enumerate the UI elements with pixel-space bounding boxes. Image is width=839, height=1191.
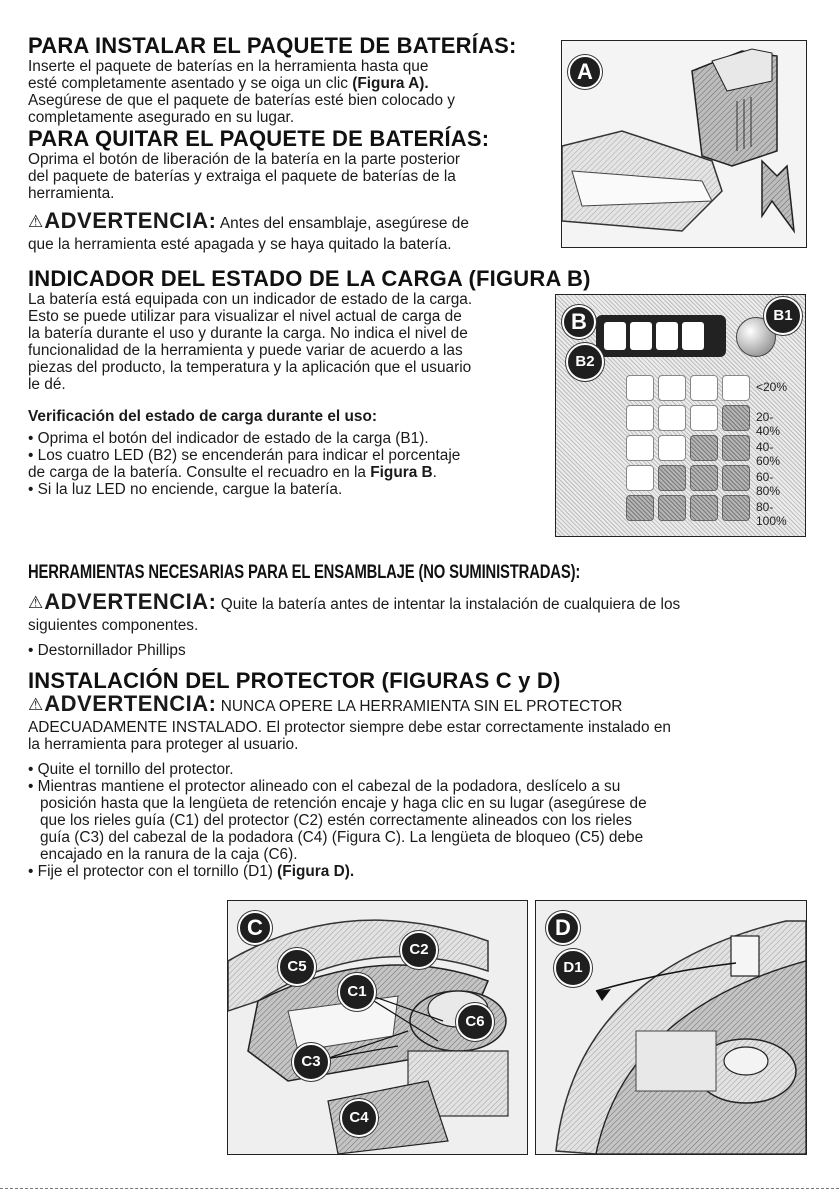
legend-led xyxy=(658,435,686,461)
c3-badge: C3 xyxy=(292,1043,330,1081)
page-bottom-rule xyxy=(0,1188,839,1189)
figure-d-badge: D xyxy=(546,911,580,945)
led-panel xyxy=(596,315,726,357)
text-span: NUNCA OPERE LA HERRAMIENTA SIN EL PROTECTOR xyxy=(216,698,623,715)
list-item-cont: guía (C3) del cabezal de la podadora (C4) (Figura C). La lengüeta de bloqueo (C5) debe xyxy=(40,829,644,846)
legend-led xyxy=(658,405,686,431)
tools-warning xyxy=(28,590,818,659)
legend-percent-label: <20% xyxy=(756,380,788,394)
c2-badge: C2 xyxy=(400,931,438,969)
legend-led xyxy=(722,465,750,491)
warning-line xyxy=(28,692,818,719)
legend-led xyxy=(690,405,718,431)
figure-d xyxy=(535,900,807,1155)
warning-line xyxy=(28,590,818,617)
text-line: siguientes componentes. xyxy=(28,617,199,634)
list-item-cont: que los rieles guía (C1) del protector (C2) estén correctamente alineados con los rieles xyxy=(40,812,632,829)
legend-percent-label: 40-60% xyxy=(756,440,781,468)
install-battery-title: PARA INSTALAR EL PAQUETE DE BATERÍAS: xyxy=(28,33,517,58)
led xyxy=(604,322,626,350)
figure-b-badge: B xyxy=(562,305,596,339)
charge-indicator-text xyxy=(28,291,558,393)
list-item xyxy=(28,464,558,481)
text-span: • Fije el protector con el tornillo (D1) xyxy=(28,863,278,880)
list-item: • Si la luz LED no enciende, cargue la batería. xyxy=(28,481,343,498)
charge-legend xyxy=(626,375,796,530)
warning-triangle-icon: ⚠ xyxy=(28,212,44,231)
guard-install-text xyxy=(28,692,818,880)
b2-badge: B2 xyxy=(566,343,604,381)
b1-badge: B1 xyxy=(764,297,802,335)
figure-ref: (Figura A). xyxy=(352,75,429,92)
figure-ref: (Figura D). xyxy=(277,863,355,880)
led xyxy=(630,322,652,350)
warning-word: ADVERTENCIA: xyxy=(44,589,217,614)
list-item-cont: posición hasta que la lengüeta de retención encaje y haga clic en su lugar (asegúrese de xyxy=(40,795,647,812)
list-item: • Los cuatro LED (B2) se encenderán para indicar el porcentaje xyxy=(28,447,461,464)
list-item: • Destornillador Phillips xyxy=(28,642,186,659)
tools-needed-title: HERRAMIENTAS NECESARIAS PARA EL ENSAMBLAJE (NO SUMINISTRADAS): xyxy=(28,562,581,583)
text-line: completamente asegurado en su lugar. xyxy=(28,109,295,126)
legend-percent-label: 80-100% xyxy=(756,500,787,528)
tools-needed-title-wrap xyxy=(28,562,736,584)
text-line: Inserte el paquete de baterías en la herramienta hasta que xyxy=(28,58,429,75)
text-line: Asegúrese de que el paquete de baterías esté bien colocado y xyxy=(28,92,455,109)
text-line: Oprima el botón de liberación de la batería en la parte posterior xyxy=(28,151,461,168)
figure-a xyxy=(561,40,807,248)
legend-led xyxy=(626,375,654,401)
legend-led xyxy=(626,405,654,431)
legend-led xyxy=(626,465,654,491)
list-item: • Oprima el botón del indicador de estado de la carga (B1). xyxy=(28,430,429,447)
legend-led xyxy=(690,375,718,401)
legend-led xyxy=(626,435,654,461)
figure-ref: Figura B xyxy=(370,464,433,481)
text-line: la herramienta para proteger al usuario. xyxy=(28,736,299,753)
legend-led xyxy=(722,405,750,431)
figure-b xyxy=(555,294,806,537)
led xyxy=(656,322,678,350)
list-item: • Mientras mantiene el protector alineado con el cabezal de la podadora, deslícelo a su xyxy=(28,778,621,795)
legend-led xyxy=(658,465,686,491)
charge-check-list xyxy=(28,430,558,498)
c4-badge: C4 xyxy=(340,1099,378,1137)
legend-led xyxy=(722,495,750,521)
text-line: piezas del producto, la temperatura y la aplicación que el usuario xyxy=(28,359,472,376)
list-item: • Quite el tornillo del protector. xyxy=(28,761,234,778)
legend-percent-label: 60-80% xyxy=(756,470,781,498)
c1-badge: C1 xyxy=(338,973,376,1011)
figure-c-badge: C xyxy=(238,911,272,945)
list-item-cont: encajado en la ranura de la caja (C6). xyxy=(40,846,298,863)
text-line: la batería durante el uso y durante la carga. No indica el nivel de xyxy=(28,325,468,342)
install-battery-text xyxy=(28,58,558,126)
legend-led xyxy=(690,495,718,521)
c5-badge: C5 xyxy=(278,948,316,986)
legend-led xyxy=(626,495,654,521)
c6-badge: C6 xyxy=(456,1003,494,1041)
warning-word: ADVERTENCIA: xyxy=(44,691,217,716)
text-line: herramienta. xyxy=(28,185,115,202)
figure-c xyxy=(227,900,528,1155)
text-line: funcionalidad de la herramienta y puede variar de acuerdo a las xyxy=(28,342,463,359)
guard-illustration-d xyxy=(536,901,806,1154)
text-span: Quite la batería antes de intentar la instalación de cualquiera de los xyxy=(216,596,681,613)
text-span: esté completamente asentado y se oiga un clic xyxy=(28,75,353,92)
text-line: que la herramienta esté apagada y se haya quitado la batería. xyxy=(28,236,452,253)
legend-led xyxy=(690,435,718,461)
charge-indicator-title: INDICADOR DEL ESTADO DE LA CARGA (FIGURA B) xyxy=(28,266,591,291)
guard-install-title: INSTALACIÓN DEL PROTECTOR (FIGURAS C y D) xyxy=(28,668,561,693)
legend-led xyxy=(658,375,686,401)
warning-line xyxy=(28,209,568,236)
warning-triangle-icon: ⚠ xyxy=(28,593,44,612)
text-span: Antes del ensamblaje, asegúrese de xyxy=(216,215,469,232)
text-line: Esto se puede utilizar para visualizar el nivel actual de carga de xyxy=(28,308,462,325)
legend-led xyxy=(722,435,750,461)
warning-assembly xyxy=(28,209,568,253)
warning-triangle-icon: ⚠ xyxy=(28,695,44,714)
legend-led xyxy=(658,495,686,521)
text-line: ADECUADAMENTE INSTALADO. El protector siempre debe estar correctamente instalado en xyxy=(28,719,671,736)
legend-led xyxy=(690,465,718,491)
charge-check-subhead: Verificación del estado de carga durante el uso: xyxy=(28,408,377,425)
text-span: . xyxy=(432,464,437,481)
list-item xyxy=(28,863,818,880)
warning-word: ADVERTENCIA: xyxy=(44,208,217,233)
text-line: La batería está equipada con un indicador de estado de la carga. xyxy=(28,291,473,308)
remove-battery-title: PARA QUITAR EL PAQUETE DE BATERÍAS: xyxy=(28,126,490,151)
text-line xyxy=(28,75,558,92)
led xyxy=(682,322,704,350)
legend-led xyxy=(722,375,750,401)
figure-a-badge: A xyxy=(568,55,602,89)
text-span: de carga de la batería. Consulte el recuadro en la xyxy=(28,464,371,481)
legend-percent-label: 20-40% xyxy=(756,410,781,438)
d1-badge: D1 xyxy=(554,949,592,987)
text-line: le dé. xyxy=(28,376,66,393)
remove-battery-text xyxy=(28,151,558,202)
text-line: del paquete de baterías y extraiga el paquete de baterías de la xyxy=(28,168,456,185)
